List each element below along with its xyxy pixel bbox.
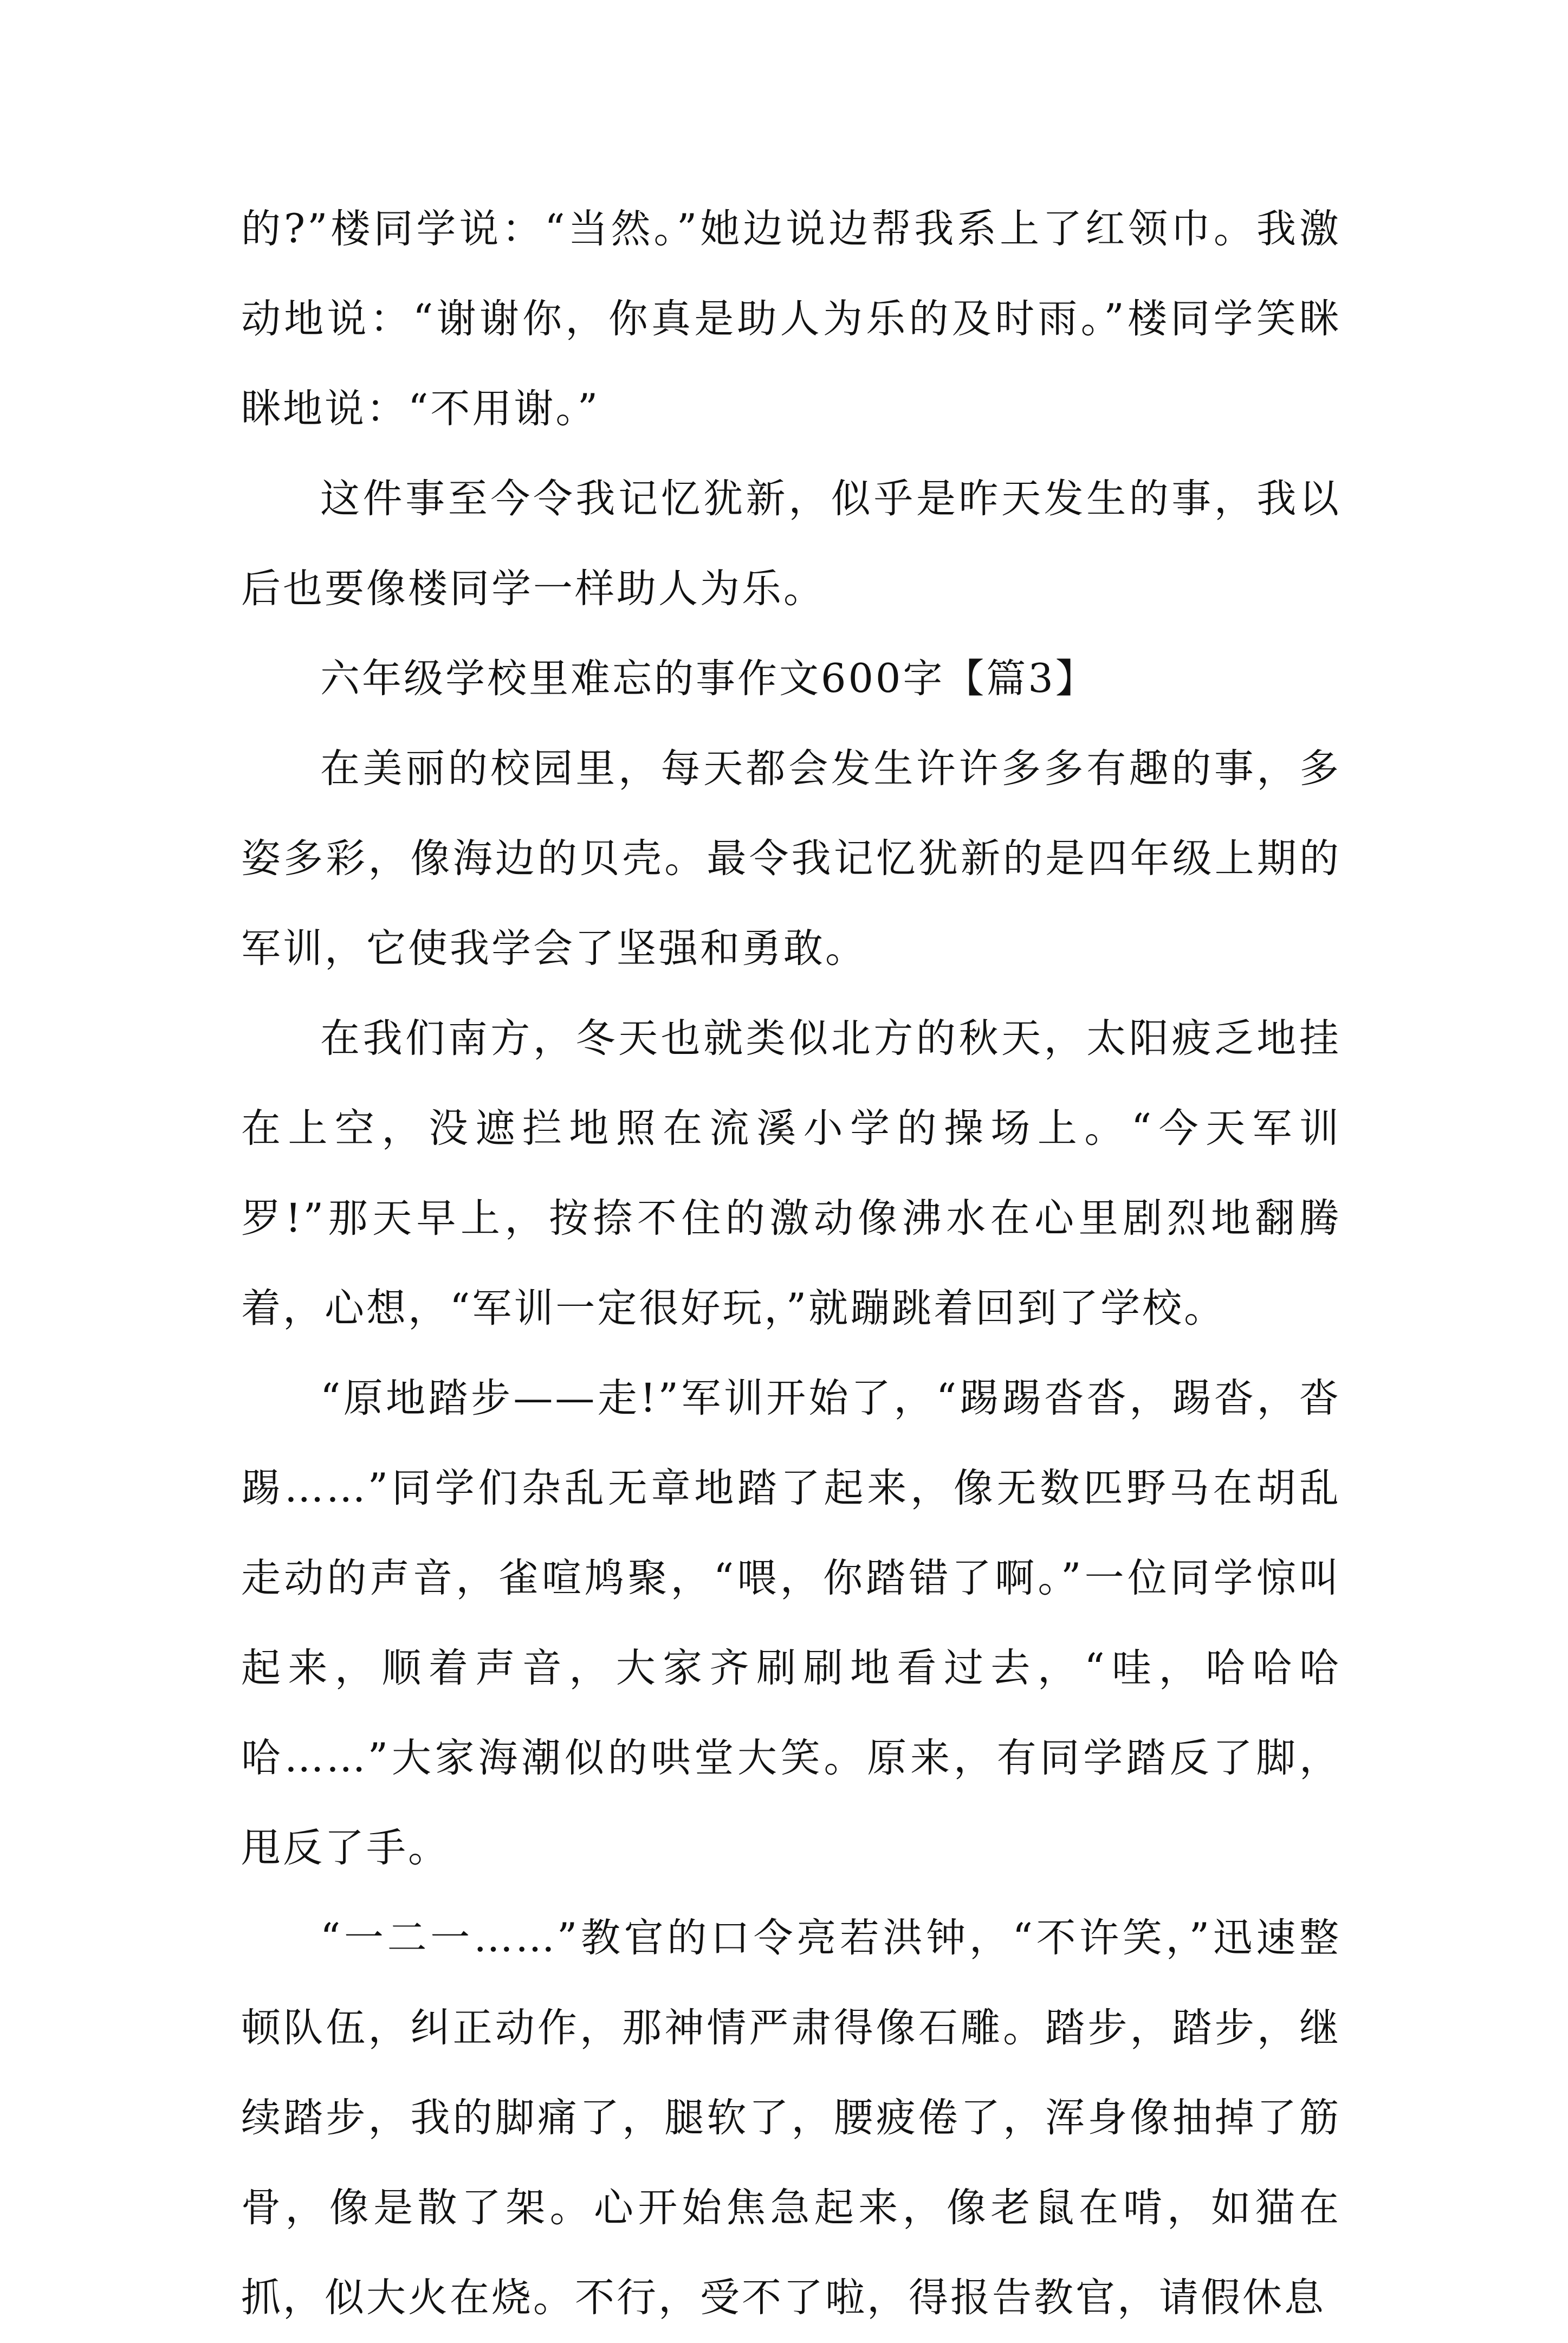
paragraph: 这件事至今令我记忆犹新，似乎是昨天发生的事，我以后也要像楼同学一样助人为乐。 [241, 476, 1341, 612]
document-body [241, 184, 1341, 2343]
paragraph: “一二一……”教官的口令亮若洪钟，“不许笑，”迅速整顿队伍，纠正动作，那神情严肃得像石雕。踏步，踏步，继续踏步，我的脚痛了，腿软了，腰疲倦了，浑身像抽掉了筋骨，像是散了架。心开始焦急起来，像老鼠在啃，如猫在抓，似大火在烧。不行，受不了啦，得报告教官，请假休息 [241, 1915, 1341, 2321]
paragraph: 在美丽的校园里，每天都会发生许许多多有趣的事，多姿多彩，像海边的贝壳。最令我记忆犹新的是四年级上期的军训，它使我学会了坚强和勇敢。 [241, 746, 1341, 972]
section-heading: 六年级学校里难忘的事作文600字【篇3】 [320, 656, 1097, 702]
paragraph: “原地踏步——走!”军训开始了，“踢踢沓沓，踢沓，沓踢……”同学们杂乱无章地踏了起来，像无数匹野马在胡乱走动的声音，雀喧鸠聚，“喂，你踏错了啊。”一位同学惊叫起来，顺着声音，大家齐刷刷地看过去，“哇，哈哈哈哈……”大家海潮似的哄堂大笑。原来，有同学踏反了脚，甩反了手。 [241, 1375, 1341, 1871]
paragraph-continuation: 的?”楼同学说：“当然。”她边说边帮我系上了红领巾。我激动地说：“谢谢你，你真是助人为乐的及时雨。”楼同学笑眯眯地说：“不用谢。” [241, 206, 1341, 432]
paragraph: 在我们南方，冬天也就类似北方的秋天，太阳疲乏地挂在上空，没遮拦地照在流溪小学的操场上。“今天军训罗!”那天早上，按捺不住的激动像沸水在心里剧烈地翻腾着，心想，“军训一定很好玩，”就蹦跳着回到了学校。 [241, 1015, 1341, 1331]
